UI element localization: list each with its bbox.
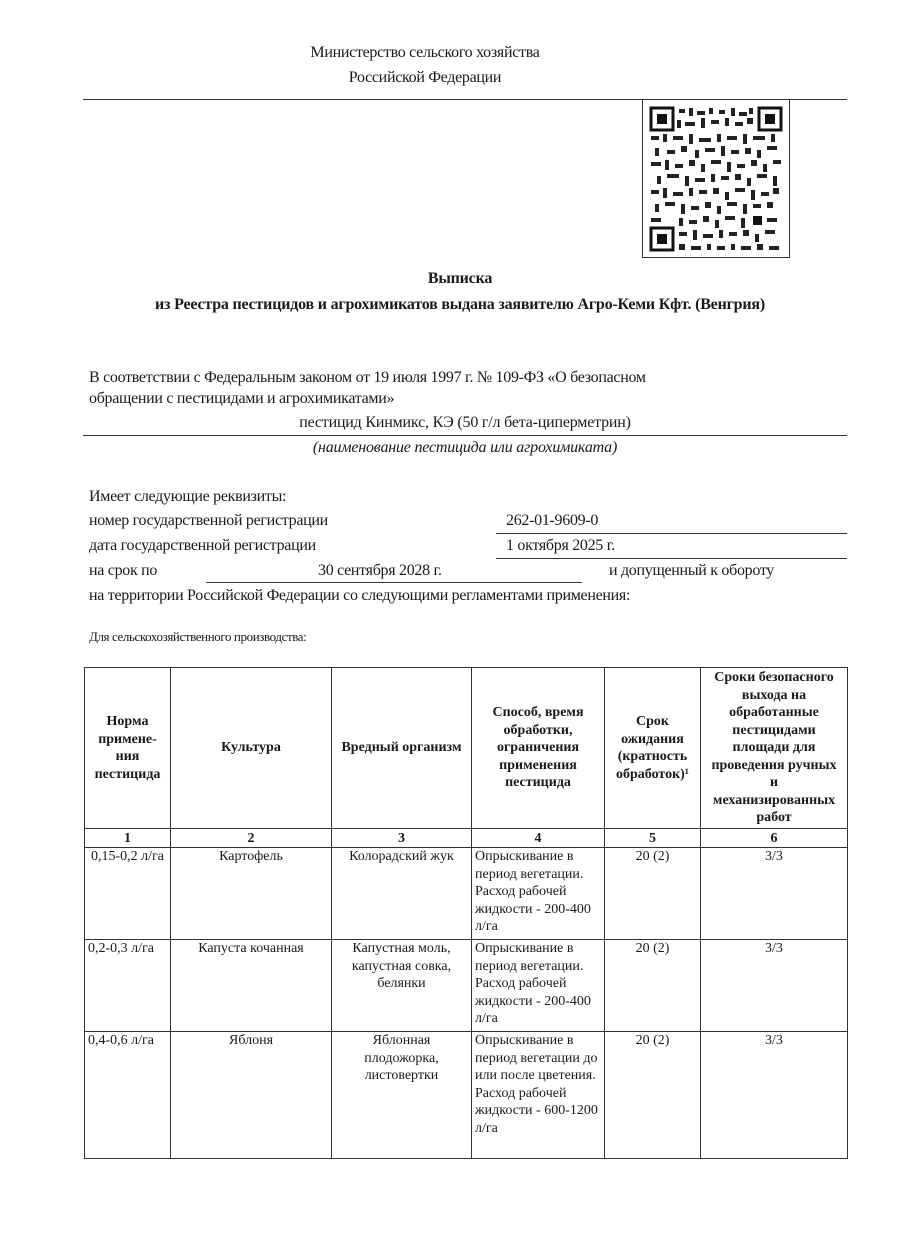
pesticide-name-caption: (наименование пестицида или агрохимиката) (312, 439, 618, 456)
header-line: работ (756, 810, 792, 826)
ministry-name-line2: Российской Федерации (348, 69, 502, 86)
term-underline (206, 582, 582, 583)
column-number: 6 (701, 829, 848, 848)
reg-date-label: дата государственной регистрации (89, 537, 316, 554)
header-line: Сроки безопасного (714, 670, 834, 686)
qr-code (642, 100, 790, 258)
cell-method: Опрыскивание в период вегетации до или после цветения. Расход рабочей жидкости - 600-1200 л/га (472, 1032, 605, 1159)
header-line: обработки, (503, 722, 573, 738)
column-number: 2 (171, 829, 332, 848)
column-number: 4 (472, 829, 605, 848)
cell-crop: Картофель (171, 848, 332, 940)
cell-waiting: 20 (2) (605, 848, 701, 940)
cell-pest: Яблонная плодожорка, листовертки (332, 1032, 472, 1159)
header-line: Способ, время (492, 705, 584, 721)
table-header-row (85, 668, 848, 829)
cell-rate: 0,2-0,3 л/га (85, 940, 171, 1032)
pesticide-name: пестицид Кинмикс, КЭ (50 г/л бета-циперметрин) (299, 414, 631, 431)
cell-pest: Капустная моль, капустная совка, белянки (332, 940, 472, 1032)
cell-pest: Колорадский жук (332, 848, 472, 940)
header-line: ожидания (621, 731, 684, 747)
header-line: выхода на (741, 687, 807, 703)
cell-safe-exit: 3/3 (701, 848, 848, 940)
qr-code-icon (649, 106, 783, 252)
reg-date-value: 1 октября 2025 г. (506, 537, 615, 554)
header-line: Норма (106, 714, 149, 729)
cell-waiting: 20 (2) (605, 940, 701, 1032)
reg-number-label: номер государственной регистрации (89, 512, 328, 529)
cell-rate: 0,4-0,6 л/га (85, 1032, 171, 1159)
reg-number-value: 262-01-9609-0 (506, 512, 599, 529)
column-number: 1 (85, 829, 171, 848)
header-method (472, 668, 605, 829)
application-regulations-table (84, 667, 848, 1159)
header-line: (кратность (617, 749, 688, 764)
header-line: площади для (732, 740, 816, 756)
reg-number-underline (496, 533, 847, 534)
requisites-heading: Имеет следующие реквизиты: (89, 488, 287, 505)
header-line: и (769, 775, 779, 791)
header-line: проведения ручных (711, 757, 837, 773)
cell-crop: Капуста кочанная (171, 940, 332, 1032)
cell-safe-exit: 3/3 (701, 1032, 848, 1159)
pesticide-name-underline (83, 435, 847, 436)
header-line: применения (499, 757, 577, 773)
header-line: пестицида (505, 775, 571, 791)
header-pest: Вредный организм (332, 668, 472, 829)
header-line: механизированных (712, 792, 836, 808)
cell-rate: 0,15-0,2 л/га (85, 848, 171, 940)
header-line: Срок (636, 714, 669, 729)
column-number: 5 (605, 829, 701, 848)
cell-method: Опрыскивание в период вегетации. Расход рабочей жидкости - 200-400 л/га (472, 940, 605, 1032)
header-line: пестицидами (732, 722, 816, 738)
ministry-name-line1: Министерство сельского хозяйства (310, 44, 540, 61)
column-number: 3 (332, 829, 472, 848)
cell-crop: Яблоня (171, 1032, 332, 1159)
document-title: Выписка (427, 270, 493, 287)
column-number-row (85, 829, 848, 848)
term-value: 30 сентября 2028 г. (318, 562, 442, 579)
header-line: обработанные (729, 705, 819, 721)
cell-waiting: 20 (2) (605, 1032, 701, 1159)
reg-date-underline (496, 558, 847, 559)
header-safe-exit (701, 668, 848, 829)
cell-method: Опрыскивание в период вегетации. Расход рабочей жидкости - 200-400 л/га (472, 848, 605, 940)
header-crop: Культура (171, 668, 332, 829)
header-line: ния (115, 749, 140, 764)
section-label: Для сельскохозяйственного производства: (89, 629, 307, 644)
header-line: обработок)¹ (615, 766, 690, 782)
legal-basis-line1: В соответствии с Федеральным законом от 19 июля 1997 г. № 109-ФЗ «О безопасном (89, 369, 646, 386)
header-application-rate (85, 668, 171, 829)
table-row (85, 848, 848, 940)
term-label: на срок по (89, 562, 158, 579)
header-line: примене- (98, 731, 157, 747)
header-line: пестицида (94, 766, 161, 782)
document-subtitle: из Реестра пестицидов и агрохимикатов выдана заявителю Агро-Кеми Кфт. (Венгрия) (155, 296, 765, 313)
term-suffix: и допущенный к обороту (609, 562, 775, 579)
cell-safe-exit: 3/3 (701, 940, 848, 1032)
table-row (85, 940, 848, 1032)
legal-basis-line2: обращении с пестицидами и агрохимикатами» (89, 390, 395, 407)
territory-line: на территории Российской Федерации со следующими регламентами применения: (89, 587, 631, 604)
header-line: ограничения (496, 740, 580, 756)
header-waiting-period (605, 668, 701, 829)
table-row (85, 1032, 848, 1159)
